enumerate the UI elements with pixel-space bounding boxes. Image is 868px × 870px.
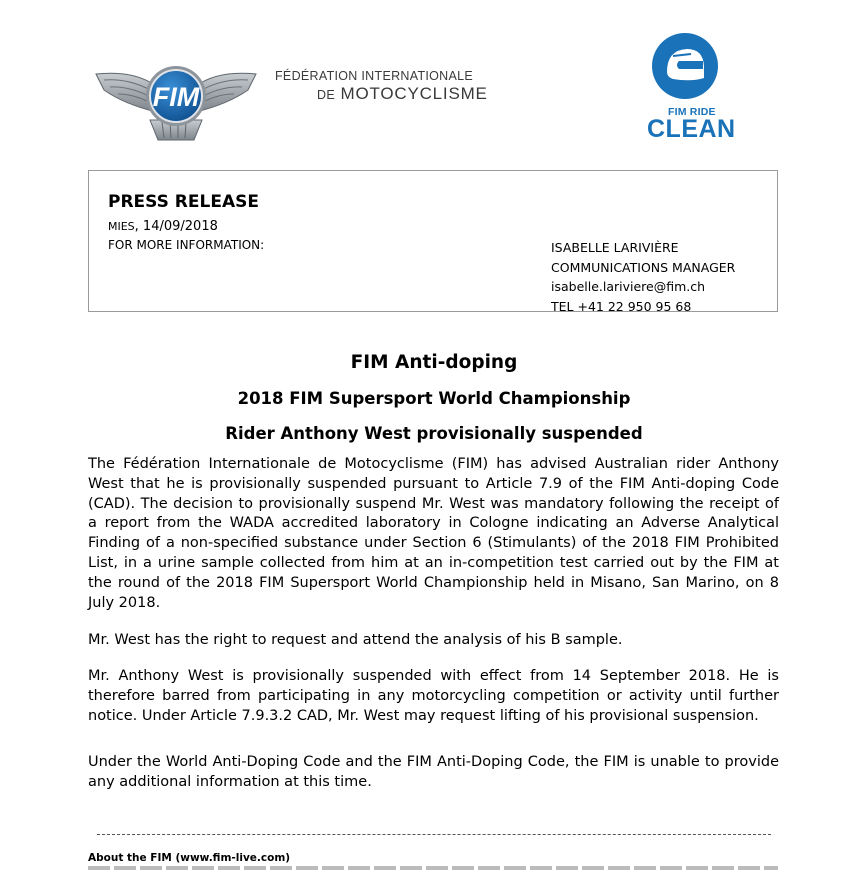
- press-release-date-value: , 14/09/2018: [134, 219, 218, 234]
- paragraph-3: Mr. Anthony West is provisionally suspended with effect from 14 September 2018. He is therefore barred from participating in any motorcycling competition or activity until further notice. Under Article 7.9.3.2 CAD, Mr. West may request lifting of his provisional suspension.: [88, 668, 779, 724]
- divider: [97, 834, 771, 835]
- federation-line-1: FÉDÉRATION INTERNATIONALE: [275, 69, 474, 83]
- sub-heading: 2018 FIM Supersport World Championship: [237, 389, 631, 408]
- paragraph-4: Under the World Anti-Doping Code and the FIM Anti-Doping Code, the FIM is unable to provide any additional information at this time.: [88, 754, 779, 790]
- ride-clean-logo: [640, 30, 736, 143]
- contact-name: ISABELLE LARIVIÈRE: [551, 240, 679, 255]
- cut-off-text-line: [88, 866, 778, 870]
- ride-clean-small-text: FIM RIDE: [668, 106, 716, 118]
- press-release-box: [88, 170, 778, 312]
- fim-logo: [94, 56, 258, 144]
- contact-role: COMMUNICATIONS MANAGER: [551, 259, 736, 275]
- ride-clean-big-text: CLEAN: [647, 115, 736, 143]
- fim-logo-text: FIM: [152, 82, 200, 112]
- press-release-date: [108, 219, 218, 234]
- federation-name: [275, 70, 488, 102]
- helmet-icon: [651, 32, 719, 100]
- contact-block: [551, 238, 735, 316]
- federation-line-2-prefix: DE: [317, 87, 335, 102]
- about-heading: About the FIM (www.fim-live.com): [88, 852, 291, 864]
- press-release-title: PRESS RELEASE: [108, 192, 259, 212]
- paragraph-2: Mr. West has the right to request and attend the analysis of his B sample.: [88, 632, 623, 648]
- more-info-label: FOR MORE INFORMATION:: [108, 238, 265, 252]
- press-release-place: MIES: [108, 220, 135, 233]
- federation-line-2-main: MOTOCYCLISME: [340, 83, 488, 103]
- headline: Rider Anthony West provisionally suspended: [225, 424, 643, 443]
- main-heading: FIM Anti-doping: [350, 352, 518, 373]
- federation-line-2: [275, 85, 488, 102]
- paragraph-1: The Fédération Internationale de Motocyclisme (FIM) has advised Australian rider Anthony West that he is provisionally suspended pursuant to Article 7.9 of the FIM Anti-doping Code (CAD). The decision to provisionally suspend Mr. West was mandatory following the receipt of a report from the WADA accredited laboratory in Cologne indicating an Adverse Analytical Finding of a non-specified substance under Section 6 (Stimulants) of the 2018 FIM Prohibited List, in a urine sample collected from him at an in-competition test carried out by the FIM at the round of the 2018 FIM Supersport World Championship held in Misano, San Marino, on 8 July 2018.: [88, 456, 779, 611]
- contact-email[interactable]: isabelle.lariviere@fim.ch: [551, 279, 706, 294]
- contact-tel: TEL +41 22 950 95 68: [551, 298, 692, 314]
